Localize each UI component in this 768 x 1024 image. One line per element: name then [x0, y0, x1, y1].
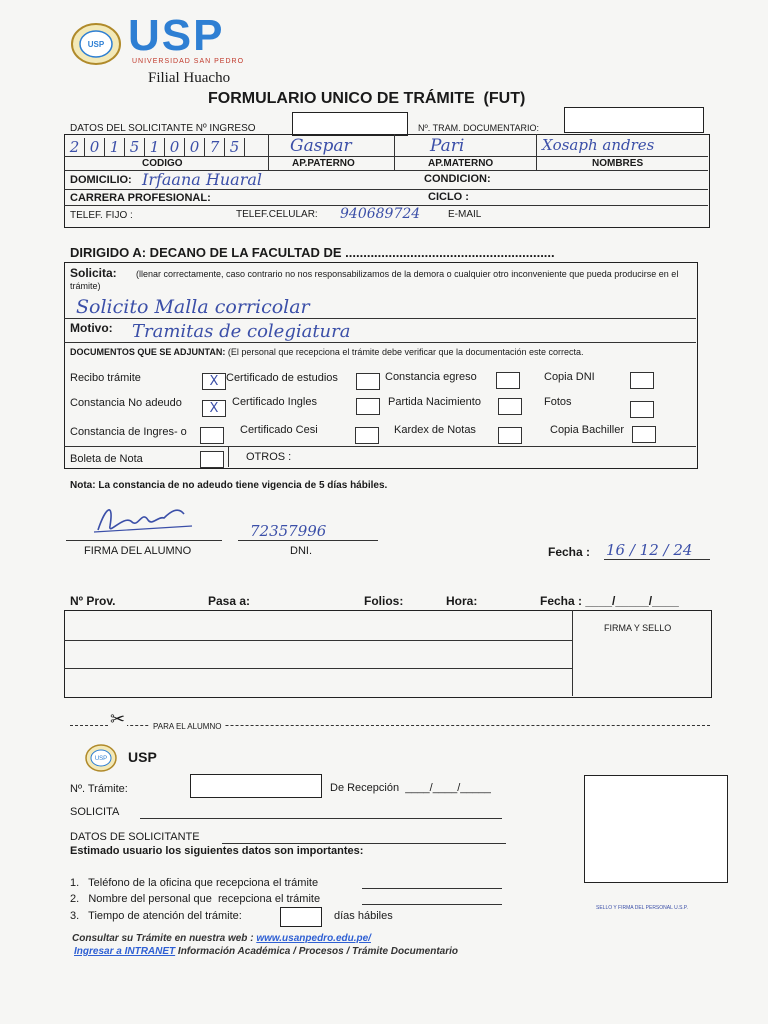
ntramite-field[interactable]	[190, 774, 322, 798]
fecha-label: Fecha :	[548, 545, 591, 559]
checkbox-certificado-estudios[interactable]	[356, 373, 380, 390]
codigo-digit: 1	[149, 138, 160, 156]
codigo-digit: 0	[89, 138, 100, 156]
checkbox-fotos[interactable]	[630, 401, 654, 418]
tram-doc-label: Nº. TRAM. DOCUMENTARIO:	[418, 123, 539, 133]
checkbox-recibo-tramite[interactable]: X	[202, 373, 226, 390]
info-item-3: 3. Tiempo de atención del trámite:	[70, 910, 242, 922]
doc-certificado-ingles: Certificado Ingles	[232, 396, 317, 408]
intranet-path: Información Académica / Procesos / Trámite Documentario	[177, 946, 459, 957]
slip-datos-label: DATOS DE SOLICITANTE	[70, 831, 200, 843]
telef-fijo-label: TELEF. FIJO :	[70, 210, 133, 221]
motivo-label: Motivo:	[70, 321, 113, 335]
recepcion-label: De Recepción ____/____/_____	[330, 782, 491, 794]
documentos-note	[70, 346, 692, 358]
checkbox-constancia-egreso[interactable]	[496, 372, 520, 389]
hora-label: Hora:	[446, 594, 478, 608]
codigo-digit: 5	[129, 138, 140, 156]
documentos-label: DOCUMENTOS QUE SE ADJUNTAN:	[70, 347, 226, 357]
intranet-link[interactable]: Ingresar a INTRANET	[74, 946, 176, 957]
consultar-line	[72, 933, 371, 944]
university-seal-small-icon	[84, 743, 118, 773]
nota-no-adeudo: Nota: La constancia de no adeudo tiene vigencia de 5 días hábiles.	[70, 480, 388, 491]
codigo-label: CODIGO	[142, 158, 183, 169]
slip-solicita-label: SOLICITA	[70, 806, 120, 818]
checkbox-partida-nacimiento[interactable]	[498, 398, 522, 415]
carrera-label: CARRERA PROFESIONAL:	[70, 192, 211, 204]
motivo-value: Tramitas de colegiatura	[132, 321, 351, 342]
codigo-digit: 5	[229, 138, 240, 156]
doc-constancia-no-adeudo: Constancia No adeudo	[70, 397, 182, 409]
svg-text:USP: USP	[94, 756, 108, 762]
student-signature	[88, 496, 198, 540]
info-item-1: 1. Teléfono de la oficina que recepciona el trámite	[70, 877, 319, 889]
header-logo	[70, 22, 122, 66]
dias-habiles-label: días hábiles	[334, 910, 393, 922]
dni-value: 72357996	[250, 522, 327, 540]
sello-firma-label: SELLO Y FIRMA DEL PERSONAL U.S.P.	[596, 905, 688, 911]
para-alumno-label: PARA EL ALUMNO	[150, 722, 224, 731]
folios-label: Folios:	[364, 594, 404, 608]
checkbox-kardex-notas[interactable]	[498, 427, 522, 444]
codigo-digit: 0	[169, 138, 180, 156]
dias-habiles-field[interactable]	[280, 907, 322, 927]
university-seal-icon	[70, 22, 122, 66]
web-link[interactable]: www.usanpedro.edu.pe/	[256, 933, 371, 944]
solicita-label: Solicita:	[70, 266, 117, 280]
slip-brand: USP	[128, 749, 157, 765]
intranet-line	[74, 946, 458, 957]
nombres-value: Xosaph andres	[542, 136, 655, 154]
domicilio-label: DOMICILIO:	[70, 174, 132, 186]
checkbox-certificado-cesi[interactable]	[355, 427, 379, 444]
dirigido-label: DIRIGIDO A: DECANO DE LA FACULTAD DE ..........................................................	[70, 245, 555, 260]
checkbox-copia-dni[interactable]	[630, 372, 654, 389]
form-title: FORMULARIO UNICO DE TRÁMITE (FUT)	[208, 90, 526, 107]
doc-certificado-estudios: Certificado de estudios	[226, 372, 338, 384]
domicilio-value: Irfaana Huaral	[142, 170, 262, 189]
pasa-label: Pasa a:	[208, 594, 251, 608]
email-label: E-MAIL	[448, 209, 482, 220]
firma-sello-label: FIRMA Y SELLO	[604, 623, 672, 633]
datos-solicitante-label: DATOS DEL SOLICITANTE Nº INGRESO	[70, 123, 256, 134]
nombres-label: NOMBRES	[592, 158, 644, 169]
consultar-label: Consultar su Trámite en nuestra web :	[72, 933, 254, 944]
estimado-usuario: Estimado usuario los siguientes datos son importantes:	[70, 845, 364, 857]
signature-icon	[88, 496, 198, 540]
checkbox-constancia-ingreso[interactable]	[200, 427, 224, 444]
solicita-value: Solicito Malla corricolar	[76, 296, 310, 318]
condicion-label: CONDICION:	[424, 173, 491, 185]
brand-name: USP	[128, 11, 225, 60]
documentos-text: (El personal que recepciona el trámite debe verificar que la documentación este correcta.	[227, 347, 584, 357]
doc-constancia-ingreso: Constancia de Ingres- o	[70, 426, 187, 438]
fecha-value: 16 / 12 / 24	[606, 541, 693, 559]
scissors-icon: ✂	[110, 709, 126, 729]
tram-doc-field[interactable]	[564, 107, 704, 133]
checkbox-boleta-nota[interactable]	[200, 451, 224, 468]
doc-copia-dni: Copia DNI	[544, 371, 595, 383]
firma-alumno-label: FIRMA DEL ALUMNO	[84, 545, 192, 557]
ap-materno-value: Pari	[430, 136, 465, 156]
doc-recibo-tramite: Recibo trámite	[70, 372, 141, 384]
nprov-label: Nº Prov.	[70, 594, 116, 608]
ntramite-label: Nº. Trámite:	[70, 783, 128, 795]
doc-constancia-egreso: Constancia egreso	[385, 371, 477, 383]
ciclo-label: CICLO :	[428, 191, 469, 203]
ap-paterno-value: Gaspar	[290, 136, 352, 156]
codigo-digit: 1	[109, 138, 120, 156]
ap-paterno-label: AP.PATERNO	[292, 158, 355, 169]
codigo-digit: 2	[69, 138, 80, 156]
solicita-note: (llenar correctamente, caso contrario no nos responsabilizamos de la demora o cualquier otro inconveniente que pueda producirse en el trámite)	[70, 269, 679, 291]
doc-boleta-nota: Boleta de Nota	[70, 453, 143, 465]
doc-kardex-notas: Kardex de Notas	[394, 424, 476, 436]
doc-certificado-cesi: Certificado Cesi	[240, 424, 318, 436]
doc-copia-bachiller: Copia Bachiller	[550, 424, 624, 436]
brand-subtitle: UNIVERSIDAD SAN PEDRO	[132, 58, 245, 65]
telef-celular-label: TELEF.CELULAR:	[236, 209, 318, 220]
doc-partida-nacimiento: Partida Nacimiento	[388, 396, 481, 408]
doc-fotos: Fotos	[544, 396, 572, 408]
codigo-digit: 7	[209, 138, 220, 156]
telef-celular-value: 940689724	[340, 206, 421, 222]
checkbox-copia-bachiller[interactable]	[632, 426, 656, 443]
filial-name: Filial Huacho	[148, 70, 231, 86]
dni-label: DNI.	[290, 545, 312, 557]
ingreso-field[interactable]	[292, 112, 408, 136]
checkbox-constancia-no-adeudo[interactable]: X	[202, 400, 226, 417]
slip-logo	[84, 743, 118, 773]
codigo-digit: 0	[189, 138, 200, 156]
checkbox-certificado-ingles[interactable]	[356, 398, 380, 415]
svg-text:USP: USP	[87, 40, 105, 49]
ap-materno-label: AP.MATERNO	[428, 158, 494, 169]
sello-box	[584, 775, 728, 883]
doc-otros: OTROS :	[246, 451, 292, 463]
info-item-2: 2. Nombre del personal que recepciona el trámite	[70, 893, 321, 905]
tramite-fecha-label: Fecha : ____/_____/____	[540, 594, 679, 608]
